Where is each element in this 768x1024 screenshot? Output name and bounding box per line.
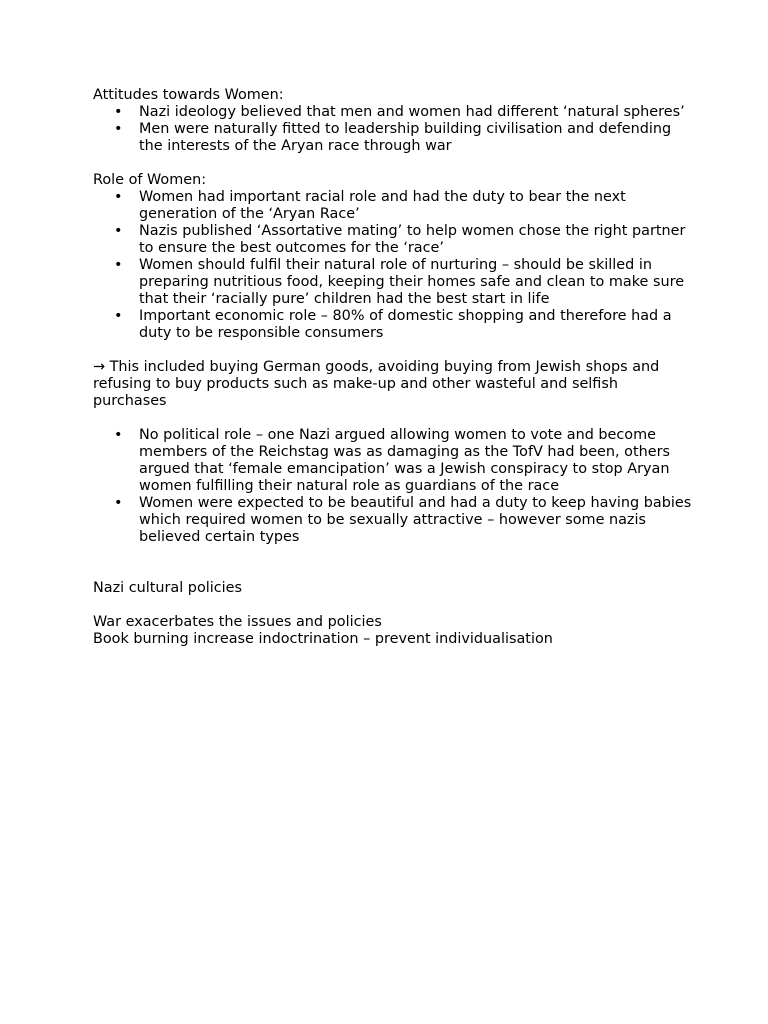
list-item [93,257,693,308]
bullet-icon: • [114,257,123,273]
arrow-note: → This included buying German goods, avoiding buying from Jewish shops and refusing to buy products such as make-up and other wasteful and selfish purchases [93,359,660,409]
list-item-text: Women should fulfil their natural role of nurturing – should be skilled in preparing nutritious food, keeping their homes safe and clean to make sure that their ‘racially pure’ children had the best start in life [139,257,685,307]
attitudes-list [93,104,693,155]
bullet-icon: • [114,104,123,120]
spacer [93,342,693,359]
spacer [93,410,693,427]
bullet-icon: • [114,223,123,239]
spacer [93,155,693,172]
closing-line: War exacerbates the issues and policies [93,614,382,630]
list-item-text: No political role – one Nazi argued allowing women to vote and become members of the Reichstag was as damaging as the TofV had been, others argued that ‘female emancipation’ was a Jewish conspiracy to stop Aryan women fulfilling their natural role as guardians of the race [139,427,671,494]
attitudes-heading: Attitudes towards Women: [93,87,284,103]
role-heading: Role of Women: [93,172,207,188]
list-item-text: Men were naturally fitted to leadership building civilisation and defending the interests of the Aryan race through war [139,121,672,154]
bullet-icon: • [114,308,123,324]
list-item [93,223,693,257]
political-list [93,427,693,546]
spacer [93,546,693,580]
spacer [93,597,693,614]
bullet-icon: • [114,495,123,511]
role-list [93,189,693,342]
document-page [93,87,693,648]
list-item-text: Women had important racial role and had the duty to bear the next generation of the ‘Aryan Race’ [139,189,626,222]
list-item [93,308,693,342]
list-item [93,189,693,223]
list-item-text: Women were expected to be beautiful and had a duty to keep having babies which required women to be sexually attractive – however some nazis believed certain types [139,495,692,545]
list-item [93,104,693,121]
list-item-text: Nazi ideology believed that men and women had different ‘natural spheres’ [139,104,685,120]
cultural-heading: Nazi cultural policies [93,580,243,596]
bullet-icon: • [114,427,123,443]
list-item [93,427,693,495]
list-item-text: Nazis published ‘Assortative mating’ to help women chose the right partner to ensure the best outcomes for the ‘race’ [139,223,686,256]
list-item-text: Important economic role – 80% of domestic shopping and therefore had a duty to be responsible consumers [139,308,672,341]
bullet-icon: • [114,121,123,137]
closing-line: Book burning increase indoctrination – prevent individualisation [93,631,553,647]
bullet-icon: • [114,189,123,205]
list-item [93,495,693,546]
list-item [93,121,693,155]
